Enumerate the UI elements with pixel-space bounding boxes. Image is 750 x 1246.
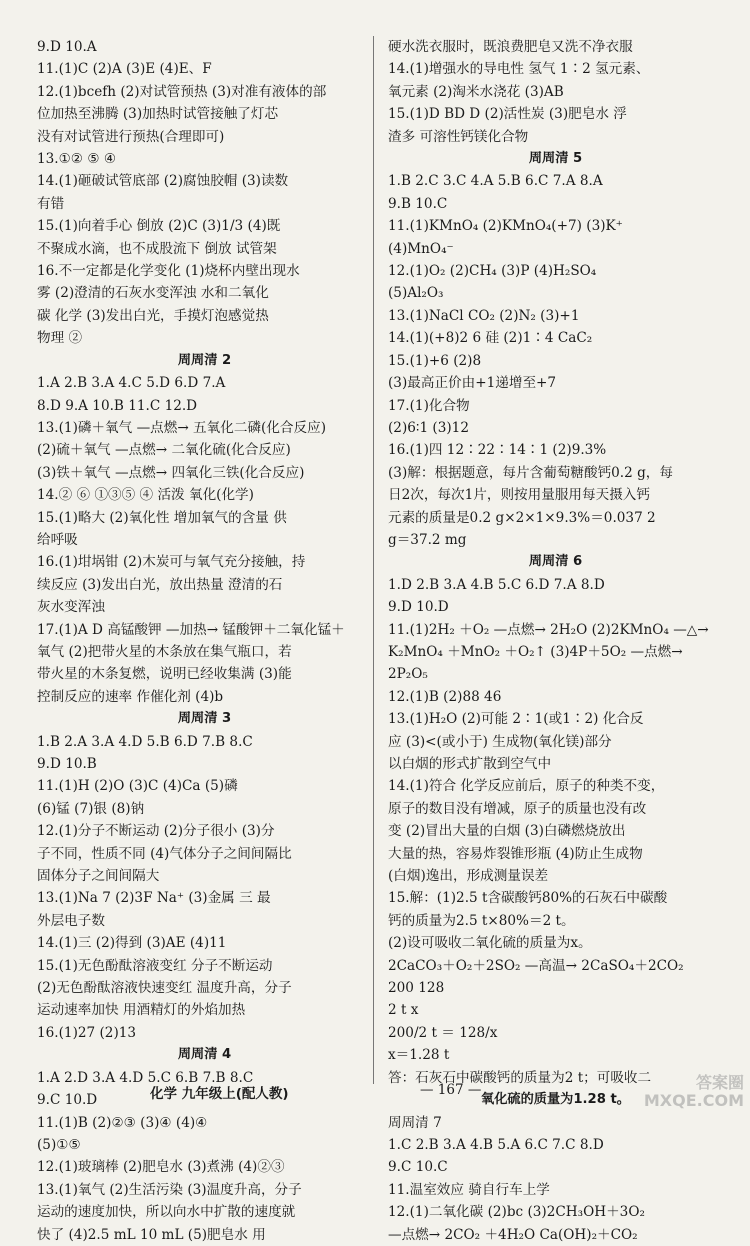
answer-line: 不聚成水滴，也不成股流下 倒放 试管架 [37,240,277,257]
answer-line: 11.温室效应 骑自行车上学 [388,1181,550,1198]
answer-line: 周周清 7 [388,1114,442,1131]
answer-line: (白烟)逸出，形成测量误差 [388,868,549,885]
answer-line: 13.(1)磷＋氧气 —点燃→ 五氧化二磷(化合反应) [37,419,327,436]
answer-line: 固体分子之间间隔大 [37,868,160,885]
column-divider [373,36,374,1084]
answer-line: (5)Al₂O₃ [388,285,444,302]
answer-line: 子不同，性质不同 (4)气体分子之间间隔比 [37,845,292,862]
answer-line: 续反应 (3)发出白光，放出热量 澄清的石 [37,576,283,593]
answer-line: 运动的速度加快，所以向水中扩散的速度就 [37,1204,296,1221]
answer-line: (2)无色酚酞溶液快速变红 温度升高，分子 [37,980,292,997]
answer-line: 17.(1)A D 高锰酸钾 —加热→ 锰酸钾＋二氧化锰＋ [37,621,345,638]
answer-line: (3)解：根据题意，每片含葡萄糖酸钙0.2 g，每 [388,464,673,481]
answer-line: 9.D 10.B [37,756,97,772]
answer-line: 钙的质量为2.5 t×80%＝2 t。 [388,912,575,929]
answer-line: 9.C 10.D [37,1092,98,1109]
answer-line: 1.D 2.B 3.A 4.B 5.C 6.D 7.A 8.D [388,576,605,593]
answer-line: 大量的热，容易炸裂锥形瓶 (4)防止生成物 [388,845,643,862]
answer-line: 原子的数目没有增减，原子的质量也没有改 [388,800,647,817]
answer-line: (2)6∶1 (3)12 [388,419,469,436]
answer-line: 1.C 2.B 3.A 4.B 5.A 6.C 7.C 8.D [388,1136,604,1153]
answer-line: (4)MnO₄⁻ [388,240,454,257]
answer-line: g＝37.2 mg [388,531,467,548]
watermark-line1: 答案圈 [695,1073,744,1092]
answer-line: 15.(1)向着手心 倒放 (2)C (3)1/3 (4)既 [37,218,281,235]
page-number: — 167 — [420,1082,482,1098]
footer-subject: 化学 九年级上(配人教) [150,1086,289,1102]
answer-line: 12.(1)O₂ (2)CH₄ (3)P (4)H₂SO₄ [388,263,597,280]
answer-line: 8.D 9.A 10.B 11.C 12.D [37,397,198,414]
answer-line: 答：石灰石中碳酸钙的质量为2 t；可吸收二 [388,1069,652,1086]
answer-line: 氧元素 (2)淘米水浇花 (3)AB [388,83,564,100]
answer-line: 12.(1)玻璃棒 (2)肥皂水 (3)煮沸 (4)②③ [37,1159,285,1176]
answer-line: 9.C 10.C [388,1159,448,1176]
answer-line: 氧气 (2)把带火星的木条放在集气瓶口，若 [37,643,292,660]
section-heading: 周周清 3 [177,711,232,727]
answer-line: 14.(1)符合 化学反应前后，原子的种类不变， [388,778,665,795]
answer-line: 14.(1)三 (2)得到 (3)AE (4)11 [37,935,227,952]
answer-line: 9.B 10.C [388,195,448,212]
answer-line: 12.(1)B (2)88 46 [388,688,502,705]
answer-line: 200 128 [388,980,445,997]
watermark [644,1074,744,1110]
answer-line: 控制反应的速率 作催化剂 (4)b [37,688,224,705]
answer-line: (3)最高正价由+1递增至+7 [388,375,557,392]
answer-line: 13.①② ⑤ ④ [37,151,117,168]
answer-line: 雾 (2)澄清的石灰水变浑浊 水和二氧化 [37,285,269,302]
answer-line: 13.(1)NaCl CO₂ (2)N₂ (3)+1 [388,307,580,324]
answer-line: 16.(1)四 12∶22∶14∶1 (2)9.3% [388,442,607,459]
answer-line: 2P₂O₅ [388,666,428,683]
section-heading: 周周清 5 [528,151,583,167]
section-heading: 周周清 6 [528,554,583,570]
answer-line: 12.(1)bcefh (2)对试管预热 (3)对准有液体的部 [37,83,327,100]
answer-line: 200/2 t ＝ 128/x [388,1024,498,1041]
answer-line: 没有对试管进行预热(合理即可) [37,128,225,145]
answer-line: 1.A 2.D 3.A 4.D 5.C 6.B 7.B 8.C [37,1069,254,1086]
answer-line: 15.(1)略大 (2)氧化性 增加氧气的含量 供 [37,509,287,526]
watermark-line2: MXQE.COM [643,1091,744,1110]
left-column [37,36,372,1246]
answer-line: 15.(1)+6 (2)8 [388,352,482,369]
answer-line: 12.(1)二氧化碳 (2)bc (3)2CH₃OH＋3O₂ [388,1204,645,1221]
answer-line: 渣多 可溶性钙镁化合物 [388,128,529,145]
answer-line: 16.(1)27 (2)13 [37,1024,137,1041]
answer-line: (5)①⑤ [37,1136,81,1153]
answer-line: 1.B 2.C 3.C 4.A 5.B 6.C 7.A 8.A [388,173,603,190]
answer-line: 物理 ② [37,330,83,347]
answer-line: —点燃→ 2CO₂ ＋4H₂O Ca(OH)₂＋CO₂ [388,1226,638,1243]
answer-line: 11.(1)2H₂ ＋O₂ —点燃→ 2H₂O (2)2KMnO₄ —△→ [388,621,709,638]
answer-line: 17.(1)化合物 [388,397,470,414]
answer-line: 给呼吸 [37,531,78,548]
answer-line: 位加热至沸腾 (3)加热时试管接触了灯芯 [37,106,279,123]
answer-line: 13.(1)氧气 (2)生活污染 (3)温度升高，分子 [37,1181,302,1198]
answer-line: 14.② ⑥ ①③⑤ ④ 活泼 氧化(化学) [37,487,254,504]
answer-line: 11.(1)C (2)A (3)E (4)E、F [37,61,212,78]
answer-line: 以白烟的形式扩散到空气中 [388,756,552,772]
right-column [388,36,723,1246]
answer-line: 1.A 2.B 3.A 4.C 5.D 6.D 7.A [37,375,226,392]
section-heading: 周周清 2 [177,352,232,368]
answer-line: 运动速率加快 用酒精灯的外焰加热 [37,1002,246,1019]
answer-line: 14.(1)增强水的导电性 氢气 1∶2 氢元素、 [388,61,650,78]
answer-line: 11.(1)H (2)O (3)C (4)Ca (5)磷 [37,778,238,795]
answer-line: 外层电子数 [37,912,105,929]
answer-line: K₂MnO₄ ＋MnO₂ ＋O₂↑ (3)4P＋5O₂ —点燃→ [388,643,683,660]
answer-line: 应 (3)<(或小于) 生成物(氧化镁)部分 [388,733,612,750]
answer-line: 14.(1)砸破试管底部 (2)腐蚀胶帽 (3)读数 [37,173,289,190]
answer-line: 快了 (4)2.5 mL 10 mL (5)肥皂水 用 [37,1226,266,1243]
answer-line: 15.(1)无色酚酞溶液变红 分子不断运动 [37,957,273,974]
answer-line: 1.B 2.A 3.A 4.D 5.B 6.D 7.B 8.C [37,733,253,750]
answer-line: 硬水洗衣服时，既浪费肥皂又洗不净衣服 [388,39,633,55]
page-footer [0,1082,750,1106]
answer-line: 15.解：(1)2.5 t含碳酸钙80%的石灰石中碳酸 [388,890,668,907]
answer-line: (6)锰 (7)银 (8)钠 [37,800,145,817]
answer-line: 带火星的木条复燃，说明已经收集满 (3)能 [37,666,292,683]
answer-line: 11.(1)B (2)②③ (3)④ (4)④ [37,1114,208,1131]
answer-line: 16.不一定都是化学变化 (1)烧杯内壁出现水 [37,263,300,280]
answer-line: 13.(1)H₂O (2)可能 2∶1(或1∶2) 化合反 [388,711,644,728]
answer-line: 16.(1)坩埚钳 (2)木炭可与氧气充分接触，持 [37,554,306,571]
answer-line: 13.(1)Na 7 (2)3F Na⁺ (3)金属 三 最 [37,890,271,907]
answer-line: 变 (2)冒出大量的白烟 (3)白磷燃烧放出 [388,823,626,840]
answer-line: 日2次，每次1片，则按用量服用每天摄入钙 [388,487,650,504]
answer-line: 元素的质量是0.2 g×2×1×9.3%＝0.037 2 [388,509,656,526]
answer-line: (2)设可吸收二氧化硫的质量为x。 [388,935,592,952]
answer-line: 灰水变浑浊 [37,599,105,616]
answer-line: 碳 化学 (3)发出白光，手摸灯泡感觉热 [37,307,269,324]
answer-line: 9.D 10.D [388,599,449,616]
answer-line: 12.(1)分子不断运动 (2)分子很小 (3)分 [37,823,275,840]
section-heading: 氧化硫的质量为1.28 t。 [481,1092,630,1108]
answer-line: (3)铁＋氧气 —点燃→ 四氧化三铁(化合反应) [37,464,305,481]
answer-line: 2 t x [388,1002,419,1019]
answer-line: 2CaCO₃＋O₂＋2SO₂ —高温→ 2CaSO₄＋2CO₂ [388,957,684,974]
section-heading: 周周清 4 [177,1047,232,1063]
answer-line: (2)硫＋氧气 —点燃→ 二氧化硫(化合反应) [37,442,291,459]
answer-line: 有错 [37,195,65,212]
answer-line: 9.D 10.A [37,39,97,55]
answer-line: 14.(1)(+8)2 6 硅 (2)1∶4 CaC₂ [388,330,593,347]
answer-line: x＝1.28 t [388,1047,450,1064]
answer-line: 15.(1)D BD D (2)活性炭 (3)肥皂水 浮 [388,106,627,123]
answer-line: 11.(1)KMnO₄ (2)KMnO₄(+7) (3)K⁺ [388,218,623,235]
